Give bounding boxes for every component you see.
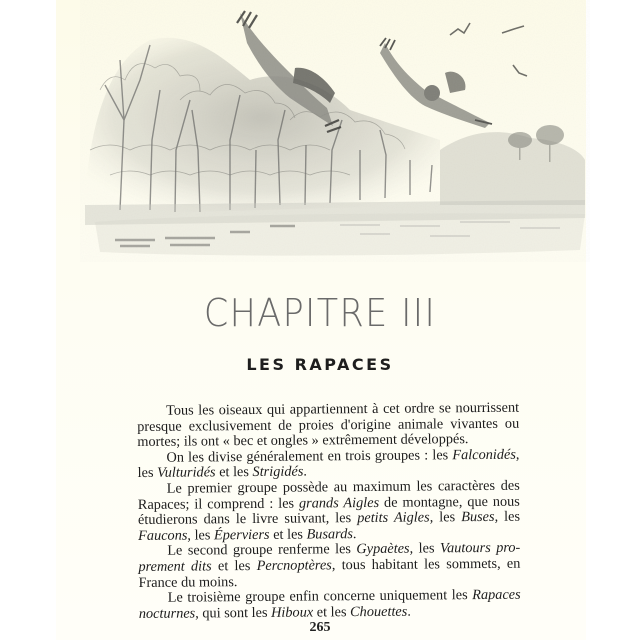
italic-term: petits Aigles — [357, 509, 430, 527]
body-text — [137, 401, 521, 623]
text-run: On les divise généralement en trois groupes : les — [166, 447, 453, 466]
text-run: Le premier groupe possède au maximum les caractères des Rapaces; il comprend : les — [137, 477, 520, 513]
paragraph — [138, 541, 520, 591]
text-run: Le troisième groupe enfin concerne uniquement les — [167, 587, 473, 606]
paragraph — [139, 588, 521, 623]
raptor-landscape-illustration — [80, 0, 590, 262]
italic-term: Strigidés — [252, 463, 304, 481]
page-number: 265 — [309, 620, 331, 635]
italic-term: Faucons — [138, 527, 188, 544]
text-run: , qui sont les — [195, 604, 272, 622]
paragraph — [138, 479, 521, 545]
italic-term: Vulturidés — [157, 464, 216, 482]
italic-term: Chouettes — [350, 603, 408, 620]
text-run: . — [352, 525, 357, 542]
italic-term: Rapaces nocturnes — [138, 586, 521, 622]
italic-term: Éperviers — [213, 526, 270, 544]
italic-term: Hiboux — [271, 604, 314, 621]
text-run: , les — [429, 509, 462, 526]
text-run: , les — [409, 540, 440, 557]
section-title: LES RAPACES — [246, 355, 394, 374]
italic-term: Gypaètes — [356, 540, 410, 558]
italic-term: grands Aigles — [298, 494, 380, 512]
text-run: Le second groupe renferme les — [167, 541, 357, 560]
text-run: , les — [137, 446, 520, 482]
chapter-title: CHAPITRE III — [203, 291, 437, 335]
text-run: , tous habitant les sommets, en France du moins. — [138, 555, 521, 591]
text-run: et les — [313, 603, 351, 621]
paragraph — [137, 447, 519, 482]
italic-term: Buses — [461, 509, 495, 526]
text-run: de montagne, que nous étudierons dans le livre suivant, les — [137, 493, 520, 529]
paragraph — [137, 401, 519, 451]
italic-term: Busards — [306, 525, 353, 543]
text-run: . — [407, 603, 411, 620]
italic-term: Vautours proprement dits — [138, 540, 521, 575]
text-run: Tous les oiseaux qui appartiennent à cet ordre se nourrissent presque exclusivement de proies d'origine animale vivantes ou mortes; ils ont « bec et ongles » extrêmement développés. — [137, 399, 520, 451]
italic-term: Percnoptères — [256, 557, 332, 574]
text-run: et les — [211, 557, 257, 575]
text-run: et les — [215, 464, 253, 481]
text-run: . — [303, 463, 308, 480]
italic-term: Falconidés — [452, 446, 516, 464]
text-run: , les — [187, 527, 215, 544]
text-run: , les — [494, 508, 521, 526]
text-run: et les — [269, 526, 307, 543]
